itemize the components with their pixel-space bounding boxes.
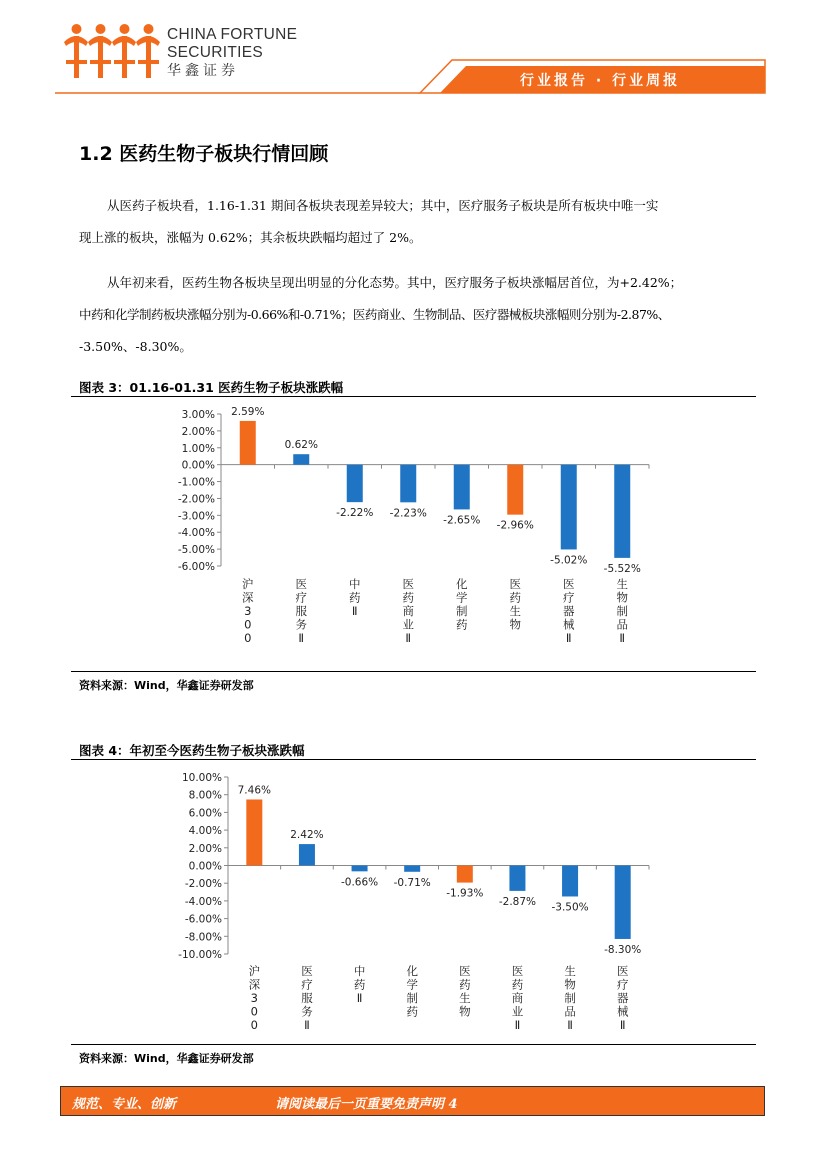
chart-0-value-label-6: -5.02% [550,554,588,567]
chart-0-y-tick-label: -6.00% [177,561,215,573]
chart-0-bar-1 [293,454,309,464]
paragraph-1 [79,190,749,254]
figure4-bottom-rule [71,1044,756,1045]
chart-1-category-label-0: 沪深 3 0 0 [248,964,261,1032]
chart-0-y-tick-label: -4.00% [177,527,215,540]
chart-1-y-tick-label: -10.00% [178,949,222,961]
chart-1-value-label-3: -0.71% [393,876,431,889]
chart-0-value-label-1: 0.62% [284,439,318,452]
chart-1-y-tick-label: 10.00% [181,772,222,784]
chart-0-value-label-5: -2.96% [496,519,534,532]
para2-line2: 中药和化学制药板块涨幅分别为-0.66%和-0.71%；医药商业、生物制品、医疗器械板块涨幅则分别为-2.87%、 [79,307,670,322]
logo-en-line2: SECURITIES [167,43,264,61]
chart-1-y-tick-label: -2.00% [184,878,222,891]
figure4-top-rule [71,759,756,760]
chart-1-y-tick-label: -8.00% [184,931,222,944]
chart-1-value-label-0: 7.46% [237,784,271,797]
chart-0-value-label-0: 2.59% [231,405,265,418]
chart-1-value-label-2: -0.66% [340,876,379,889]
chart-1-bar-1 [299,844,315,865]
chart-1-bar-6 [562,866,578,897]
chart-1-y-tick-label: 6.00% [188,807,222,820]
chart-1-y-tick-label: -4.00% [184,895,222,908]
chart-1-bar-2 [352,866,368,872]
chart-1-y-tick-label: 0.00% [188,860,222,873]
chart-1-category-label-4: 医药生物 [459,964,471,1019]
figure4-source: 资料来源：Wind，华鑫证券研发部 [79,1052,254,1065]
figure4-chart [71,761,756,1041]
chart-0-category-label-4: 化学制药 [456,577,468,632]
chart-1-value-label-6: -3.50% [551,901,589,914]
chart-1-category-label-1: 医疗服务 Ⅱ [301,964,313,1032]
chart-0-category-label-0: 沪深 3 0 0 [242,577,254,645]
figure3-chart [71,398,756,668]
chart-0-y-tick-label: -5.00% [177,544,215,557]
chart-1-y-tick-label: 8.00% [188,789,222,802]
chart-0-y-tick-label: -3.00% [177,510,215,523]
chart-0-bar-4 [454,465,470,510]
para2-line1: 从年初来看，医药生物各板块呈现出明显的分化态势。其中，医疗服务子板块涨幅居首位，为+2.42%； [107,275,683,290]
chart-1-category-label-3: 化学制药 [406,964,418,1019]
chart-0-value-label-3: -2.23% [389,507,427,520]
chart-1-category-label-2: 中药 Ⅱ [353,964,366,1005]
figure3-title: 图表 3：01.16-01.31 医药生物子板块涨跌幅 [79,380,344,395]
chart-1-bar-0 [246,799,262,865]
chart-1-value-label-4: -1.93% [446,887,484,900]
chart-0-y-tick-label: -2.00% [177,493,215,506]
logo-en-line1: CHINA FORTUNE [167,26,298,43]
chart-0-bar-0 [240,421,256,465]
para2-line3: -3.50%、-8.30%。 [79,339,192,354]
figure3-bottom-rule [71,671,756,672]
section-title: 1.2 医药生物子板块行情回顾 [79,143,329,165]
chart-0-bar-3 [400,465,416,503]
chart-0-category-label-2: 中药 Ⅱ [349,577,361,618]
chart-0-category-label-1: 医疗服务 Ⅱ [295,577,307,645]
chart-0-value-label-7: -5.52% [603,562,641,575]
para1-line2: 现上涨的板块，涨幅为 0.62%；其余板块跌幅均超过了 2%。 [79,230,422,245]
figure4-title: 图表 4：年初至今医药生物子板块涨跌幅 [79,743,305,758]
chart-1-y-tick-label: -6.00% [184,913,222,926]
chart-1-category-label-7: 医疗器械 Ⅱ [616,964,629,1032]
chart-0-value-label-4: -2.65% [443,514,481,527]
chart-0-category-label-5: 医药生物 [509,577,521,632]
chart-0-y-tick-label: 0.00% [181,459,215,472]
chart-0-bar-5 [507,465,523,515]
paragraph-2 [79,267,749,363]
chart-1-bar-5 [509,866,525,891]
chart-1-bar-4 [457,866,473,883]
chart-1-value-label-7: -8.30% [604,943,642,956]
figure3-source: 资料来源：Wind，华鑫证券研发部 [79,679,254,692]
chart-0-category-label-7: 生物制品 Ⅱ [616,577,628,645]
chart-0-category-label-3: 医药商业 Ⅱ [402,577,414,645]
figure3-top-rule [71,396,756,397]
report-type-label: 行业报告 · 行业周报 [520,73,681,89]
chart-0-bar-2 [347,465,363,502]
footer-disclaimer: 请阅读最后一页重要免责声明 4 [275,1097,458,1112]
chart-1-bar-3 [404,866,420,872]
chart-1-y-tick-label: 4.00% [188,825,222,838]
chart-0-bar-7 [614,465,630,558]
chart-1-bar-7 [615,866,631,939]
chart-1-y-tick-label: 2.00% [188,842,222,855]
chart-0-y-tick-label: 1.00% [181,442,215,455]
para1-line1: 从医药子板块看，1.16-1.31 期间各板块表现差异较大；其中，医疗服务子板块是所有板块中唯一实 [107,198,659,213]
chart-0-category-label-6: 医疗器械 Ⅱ [563,577,575,645]
chart-1-value-label-1: 2.42% [290,829,324,842]
chart-0-y-tick-label: 2.00% [181,425,215,438]
footer-slogan: 规范、专业、创新 [72,1097,177,1112]
chart-1-category-label-6: 生物制品 Ⅱ [564,964,576,1032]
logo-cn: 华鑫证券 [167,62,239,79]
chart-1-value-label-5: -2.87% [498,895,537,908]
chart-1-category-label-5: 医药商业 Ⅱ [511,964,524,1032]
chart-0-y-tick-label: -1.00% [177,476,215,489]
chart-0-value-label-2: -2.22% [336,507,374,520]
chart-0-y-tick-label: 3.00% [181,409,215,421]
chart-0-bar-6 [561,465,577,550]
